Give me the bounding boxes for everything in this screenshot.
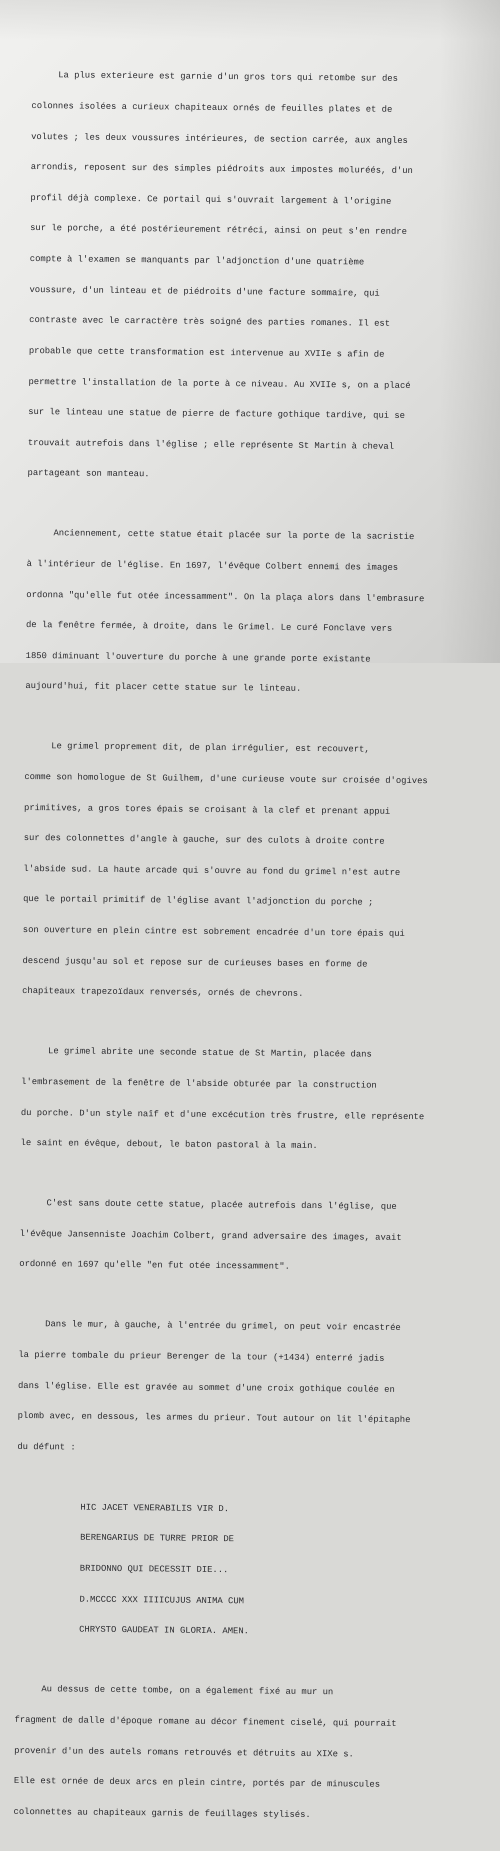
paragraph-tombstone — [17, 1299, 469, 1477]
text-line: ordonné en 1697 qu'elle "en fut otée incessamment". — [19, 1259, 290, 1273]
text-line: ordonna "qu'elle fut otée incessamment". On la plaça alors dans l'embrasure — [26, 589, 425, 604]
text-line: la pierre tombale du prieur Berenger de la tour (+1434) enterré jadis — [18, 1349, 385, 1364]
text-line: colonnettes au chapiteaux garnis de feuillages stylisés. — [13, 1806, 311, 1820]
text-line: sur le porche, a été postérieurement rétréci, ainsi on peut s'en rendre — [30, 223, 407, 238]
text-line: à l'intérieur de l'église. En 1697, l'évêque Colbert ennemi des images — [26, 558, 399, 573]
text-line: partageant son manteau. — [27, 468, 150, 480]
text-line: trouvait autrefois dans l'église ; elle représente St Martin à cheval — [27, 437, 395, 452]
epitaph-line: CHRYSTO GAUDEAT IN GLORIA. AMEN. — [15, 1624, 250, 1637]
text-line: primitives, a gros tores épais se croisant à la clef et prenant appui — [24, 802, 391, 817]
epitaph-line: BERENGARIUS DE TURRE PRIOR DE — [16, 1532, 235, 1545]
text-line: de la fenêtre fermée, à droite, dans le Grimel. Le curé Fonclave vers — [25, 620, 393, 634]
text-line: sur des colonnettes d'angle à gauche, sur des culots à droite contre — [23, 833, 385, 847]
text-line: aujourd'hui, fit placer cette statue sur le linteau. — [25, 681, 302, 695]
text-line: volutes ; les deux voussures intérieures, de section carrée, aux angles — [31, 131, 408, 146]
text-line: profil déjà complexe. Ce portail qui s'ouvrait largement à l'origine — [30, 192, 392, 207]
text-line: Le grimel abrite une seconde statue de St Martin, placée dans — [21, 1046, 372, 1060]
text-line: descend jusqu'au sol et repose sur de curieuses bases en forme de — [22, 955, 368, 970]
text-line: Le grimel proprement dit, de plan irrégulier, est recouvert, — [24, 741, 370, 755]
epitaph-line: D.MCCCC XXX IIIICUJUS ANIMA CUM — [15, 1593, 245, 1606]
epitaph-line: BRIDONNO QUI DECESSIT DIE... — [16, 1562, 229, 1576]
text-line: du porche. D'un style naîf et d'une excécution très frustre, elle représente — [20, 1107, 425, 1122]
text-line: l'embrasement de la fenêtre de l'abside obturée par la construction — [21, 1076, 377, 1091]
text-line: provenir d'un des autels romans retrouvés et détruits au XIXe s. — [14, 1745, 354, 1759]
text-line: que le portail primitif de l'église avant l'adjonction du porche ; — [23, 894, 374, 909]
text-line: permettre l'installation de la porte à ce niveau. Au XVIIe s, on a placé — [28, 376, 411, 391]
text-line: 1850 diminuant l'ouverture du porche à une grande porte existante — [25, 650, 371, 665]
text-line: du défunt : — [17, 1441, 76, 1453]
text-line: C'est sans doute cette statue, placée autrefois dans l'église, que — [19, 1198, 397, 1213]
text-line: colonnes isolées a curieux chapiteaux ornés de feuilles plates et de — [31, 101, 393, 115]
paragraph-grimel — [22, 721, 475, 1022]
text-line: son ouverture en plein cintre est sobrement encadrée d'un tore épais qui — [22, 925, 405, 940]
text-line: Elle est ornée de deux arcs en plein cintre, portés par de minuscules — [13, 1776, 381, 1790]
text-line: l'abside sud. La haute arcade qui s'ouvre au fond du grimel n'est autre — [23, 863, 401, 878]
text-line: fragment de dalle d'époque romane au décor finement ciselé, qui pourrait — [14, 1714, 397, 1729]
text-line: chapiteaux trapezoïdaux renversés, ornés de chevrons. — [22, 986, 304, 1000]
text-line: plomb avec, en dessous, les armes du prieur. Tout autour on lit l'épitaphe — [17, 1411, 411, 1426]
text-line: contraste avec le carractère très soigné des parties romanes. Il est — [29, 315, 391, 330]
text-line: voussure, d'un linteau et de piédroits d'une facture sommaire, qui — [29, 284, 380, 299]
paragraph-statue-history — [25, 508, 477, 717]
text-line: dans l'église. Elle est gravée au sommet d'une croix gothique coulée en — [17, 1380, 395, 1395]
paragraph-colbert — [19, 1178, 470, 1295]
epitaph-line: HIC JACET VENERABILIS VIR D. — [16, 1501, 230, 1514]
text-line: sur le linteau une statue de pierre de facture gothique tardive, qui se — [28, 407, 406, 422]
text-line: le saint en évêque, debout, le baton pastoral à la main. — [20, 1138, 318, 1152]
paragraph-portail — [27, 50, 482, 504]
text-line: Anciennement, cette statue était placée sur la porte de la sacristie — [26, 528, 415, 543]
epitaph-inscription — [15, 1481, 467, 1659]
text-line: Dans le mur, à gauche, à l'entrée du grimel, on peut voir encastrée — [18, 1319, 401, 1334]
text-line: arrondis, reposent sur des simples piédroits aux impostes moluréés, d'un — [30, 162, 413, 177]
text-line: compte à l'examen se manquants par l'adjonction d'une quatrième — [29, 254, 365, 268]
text-line: Au dessus de cette tombe, on a également fixé au mur un — [14, 1684, 334, 1698]
text-line: comme son homologue de St Guilhem, d'une curieuse voute sur croisée d'ogives — [24, 771, 428, 787]
paragraph-second-statue — [20, 1026, 471, 1174]
document-body — [13, 50, 482, 1851]
paragraph-dalle — [13, 1664, 465, 1842]
text-line: probable que cette transformation est intervenue au XVIIe s afin de — [28, 345, 385, 360]
page-shadow-top — [0, 0, 500, 40]
text-line: La plus exterieure est garnie d'un gros tors qui retombe sur des — [31, 70, 398, 85]
text-line: l'évêque Jansenniste Joachim Colbert, grand adversaire des images, avait — [19, 1228, 402, 1243]
